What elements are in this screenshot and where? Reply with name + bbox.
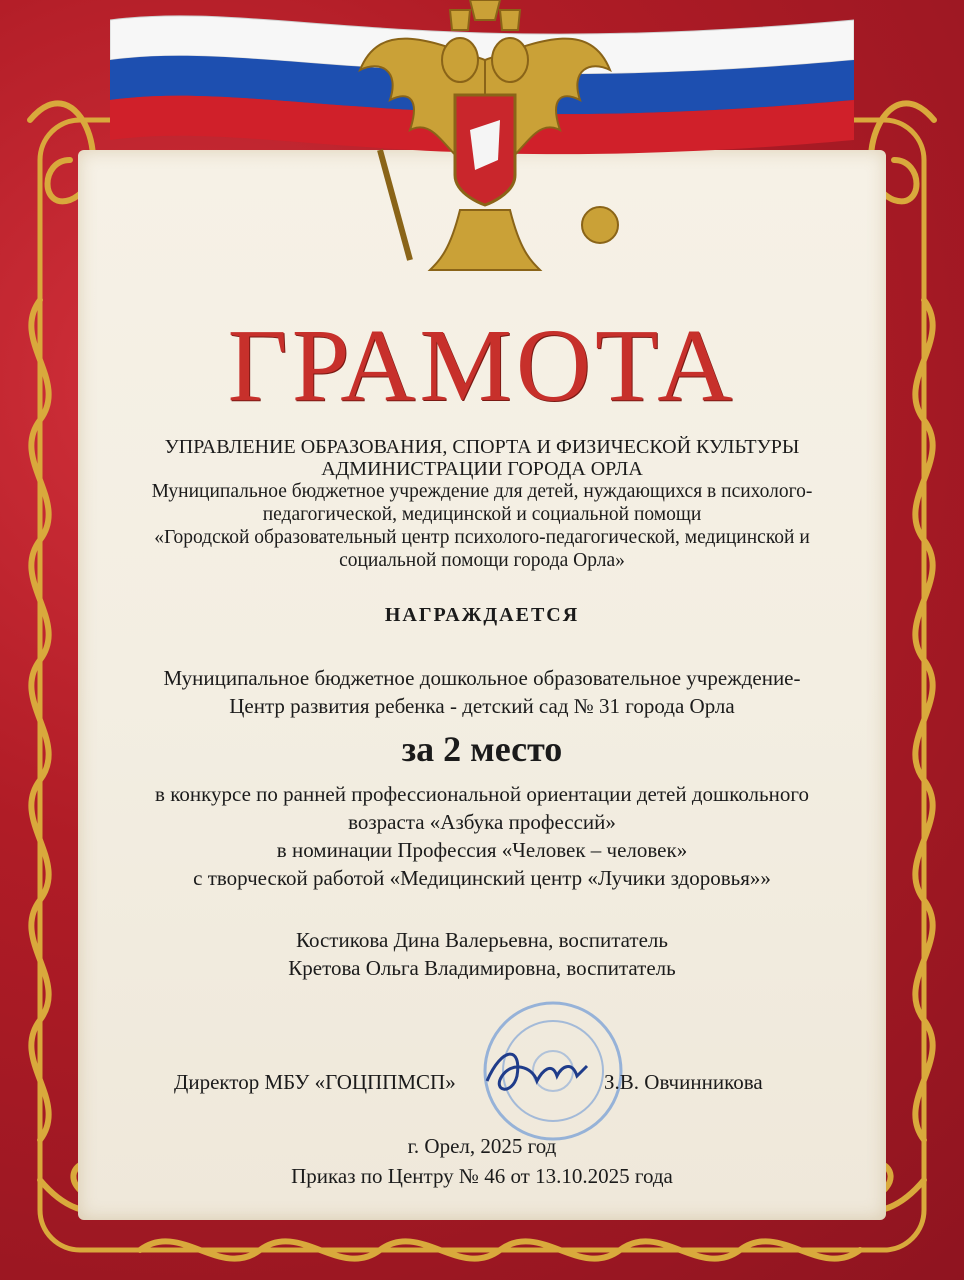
contest-line-4: с творческой работой «Медицинский центр «Лучики здоровья»» [193,866,771,890]
handwritten-signature-icon [482,1036,592,1106]
certificate-title: ГРАМОТА [227,308,737,423]
issuer-header [100,436,864,480]
recipient-line-2: Центр развития ребенка - детский сад № 31 города Орла [229,694,735,718]
director-name: З.В. Овчинникова [604,1070,763,1094]
director-title: Директор МБУ «ГОЦППМСП» [174,1070,456,1094]
issuer-line-1: УПРАВЛЕНИЕ ОБРАЗОВАНИЯ, СПОРТА И ФИЗИЧЕСКОЙ КУЛЬТУРЫ [164,436,800,458]
recipient-line-1: Муниципальное бюджетное дошкольное образовательное учреждение- [163,666,801,690]
city-year: г. Орел, 2025 год [407,1134,557,1158]
contest-line-2: возраста «Азбука профессий» [348,810,616,834]
institution-line-2: педагогической, медицинской и социальной помощи [262,504,702,525]
teachers-block [100,926,864,982]
contest-line-1: в конкурсе по ранней профессиональной ориентации детей дошкольного [155,782,809,806]
teacher-1: Костикова Дина Валерьевна, воспитатель [296,928,668,952]
order-reference: Приказ по Центру № 46 от 13.10.2025 года [291,1164,673,1188]
contest-line-3: в номинации Профессия «Человек – человек» [276,838,688,862]
place-text: за 2 место [401,729,563,769]
coat-of-arms-icon [340,0,630,280]
institution-line-3: «Городской образовательный центр психолого-педагогической, медицинской и [154,527,810,548]
teacher-2: Кретова Ольга Владимировна, воспитатель [288,956,676,980]
award-word: НАГРАЖДАЕТСЯ [384,604,580,626]
issuer-line-2: АДМИНИСТРАЦИИ ГОРОДА ОРЛА [321,458,643,480]
recipient-block [100,664,864,720]
institution-block [100,480,864,572]
contest-block [100,780,864,892]
institution-line-1: Муниципальное бюджетное учреждение для детей, нуждающихся в психолого- [151,481,813,502]
institution-line-4: социальной помощи города Орла» [339,550,625,571]
